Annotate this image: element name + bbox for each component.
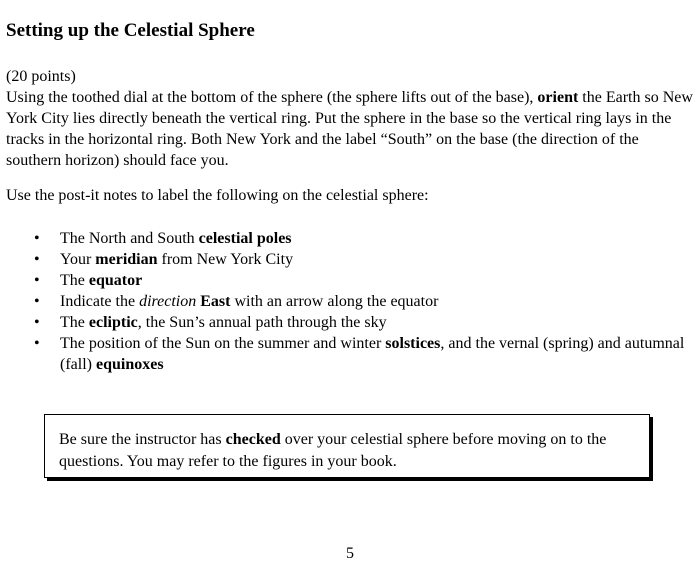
text-run: the Earth so New York City lies directly beneath the vertical ring. Put the sphere in the base so the vertical ring lays in the tracks in the horizontal ring. Both New York and the label “South” on the base (the direction of the southern horizon) should face you. <box>6 89 693 169</box>
instructions-paragraph <box>6 66 696 171</box>
bullet-icon: • <box>34 230 40 247</box>
text-run: The <box>60 314 89 331</box>
text-run: The position of the Sun on the summer and winter <box>60 335 386 352</box>
task-item <box>0 333 690 375</box>
task-item <box>0 312 690 333</box>
points-label: (20 points) <box>6 68 76 85</box>
bold-text: equator <box>88 272 143 289</box>
bold-text: celestial poles <box>198 230 292 247</box>
page-number: 5 <box>346 545 354 562</box>
page-title: Setting up the Celestial Sphere <box>6 20 255 41</box>
bold-text: East <box>200 293 231 310</box>
text-run: The <box>60 272 89 289</box>
text-run: with an arrow along the equator <box>230 293 439 310</box>
bold-text: orient <box>537 89 579 106</box>
task-item <box>0 249 690 270</box>
bold-text: ecliptic <box>88 314 138 331</box>
text-run: Using the toothed dial at the bottom of the sphere (the sphere lifts out of the base), <box>6 89 538 106</box>
text-run: , and the vernal (spring) and autumnal (fall) <box>60 335 685 373</box>
bold-text: solstices <box>385 335 441 352</box>
text-run: The North and South <box>60 230 199 247</box>
italic-text: direction <box>139 293 197 310</box>
bullet-icon: • <box>34 293 40 310</box>
bullet-icon: • <box>34 272 40 289</box>
instructions-text <box>6 87 696 171</box>
text-run: Be sure the instructor has <box>59 431 226 448</box>
task-list <box>0 228 690 375</box>
text-run: , the Sun’s annual path through the sky <box>137 314 387 331</box>
text-run: from New York City <box>157 251 294 268</box>
bullet-icon: • <box>34 314 40 331</box>
bold-text: checked <box>225 431 281 448</box>
task-item <box>0 291 690 312</box>
text-run: Your <box>60 251 96 268</box>
task-item <box>0 270 690 291</box>
task-item <box>0 228 690 249</box>
label-intro: Use the post-it notes to label the following on the celestial sphere: <box>6 187 429 204</box>
instructor-check-notice <box>44 414 650 478</box>
bullet-icon: • <box>34 335 40 352</box>
bold-text: equinoxes <box>95 356 164 373</box>
bullet-icon: • <box>34 251 40 268</box>
text-run: Indicate the <box>60 293 140 310</box>
text-run: over your celestial sphere before moving on to the questions. You may refer to the figures in your book. <box>59 431 607 470</box>
bold-text: meridian <box>95 251 158 268</box>
